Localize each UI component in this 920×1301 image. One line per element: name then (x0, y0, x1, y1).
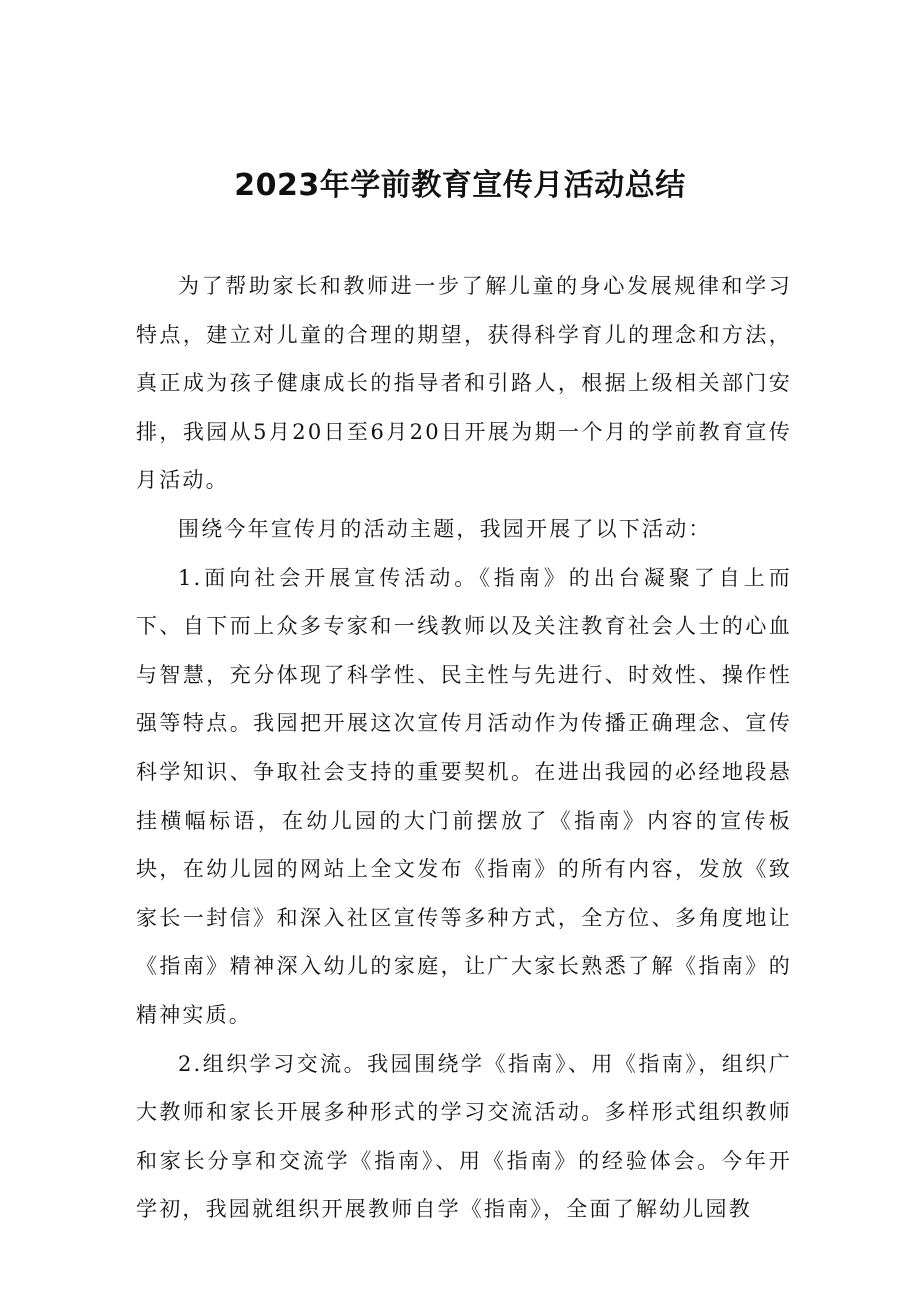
paragraph-intro: 为了帮助家长和教师进一步了解儿童的身心发展规律和学习特点，建立对儿童的合理的期望，获得科学育儿的理念和方法，真正成为孩子健康成长的指导者和引路人，根据上级相关部门安排，我园从5月20日至6月20日开展为期一个月的学前教育宣传月活动。 (136, 274, 792, 493)
paragraph-activity-2: 2.组织学习交流。我园围绕学《指南》、用《指南》，组织广大教师和家长开展多种形式的学习交流活动。多样形式组织教师和家长分享和交流学《指南》、用《指南》的经验体会。今年开学初，我园就组织开展教师自学《指南》，全面了解幼儿园教 (136, 1051, 792, 1222)
paragraph-activities-lead: 围绕今年宣传月的活动主题，我园开展了以下活动： (178, 516, 712, 541)
document-body (136, 262, 792, 1234)
paragraph-activity-1: 1.面向社会开展宣传活动。《指南》的出台凝聚了自上而下、自下而上众多专家和一线教师以及关注教育社会人士的心血与智慧，充分体现了科学性、民主性与先进行、时效性、操作性强等特点。我园把开展这次宣传月活动作为传播正确理念、宣传科学知识、争取社会支持的重要契机。在进出我园的必经地段悬挂横幅标语，在幼儿园的大门前摆放了《指南》内容的宣传板块，在幼儿园的网站上全文发布《指南》的所有内容，发放《致家长一封信》和深入社区宣传等多种方式，全方位、多角度地让《指南》精神深入幼儿的家庭，让广大家长熟悉了解《指南》的精神实质。 (136, 565, 792, 1027)
document-title: 2023年学前教育宣传月活动总结 (234, 168, 686, 203)
